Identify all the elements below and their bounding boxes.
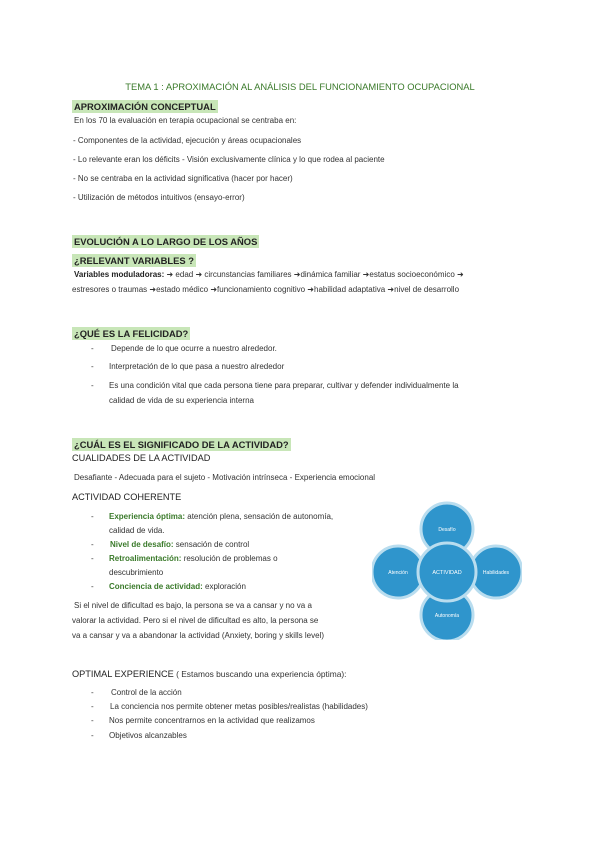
variables-line-1: [74, 270, 464, 280]
dificultad-paragraph-line: Si el nivel de dificultad es bajo, la persona se va a cansar y no va a: [74, 601, 312, 610]
list-dash: -: [91, 362, 94, 371]
coherente-item: Nivel de desafío: sensación de control: [110, 540, 250, 549]
sec1-item: - Utilización de métodos intuitivos (ensayo-error): [73, 193, 245, 202]
dificultad-paragraph-line: valorar la actividad. Pero si el nivel de dificultad es alto, la persona se: [72, 616, 319, 625]
felicidad-item-cont: calidad de vida de su experiencia interna: [109, 396, 254, 405]
diagram-label-center: ACTIVIDAD: [432, 570, 462, 576]
variables-label: Variables moduladoras:: [74, 270, 165, 279]
list-dash: -: [91, 512, 94, 521]
diagram-label-left: Atención: [388, 570, 408, 576]
felicidad-item: Es una condición vital que cada persona tiene para preparar, cultivar y defender individualmente la: [109, 381, 459, 390]
optimal-item: Nos permite concentrarnos en la actividad que realizamos: [109, 716, 315, 725]
list-dash: -: [91, 554, 94, 563]
coherente-item: Experiencia óptima: atención plena, sensación de autonomía,: [109, 512, 334, 521]
coherente-item: Retroalimentación: resolución de problemas o: [109, 554, 278, 563]
activity-cycle-diagram: [372, 500, 522, 640]
section-heading-felicidad: ¿QUÉ ES LA FELICIDAD?: [74, 328, 189, 339]
variables-list-1: ➜ edad ➜ circunstancias familiares ➜dinámica familiar ➜estatus socioeconómico ➜: [166, 270, 464, 279]
variables-line-2: estresores o traumas ➜estado médico ➜funcionamiento cognitivo ➜habilidad adaptativa ➜nivel de desarrollo: [72, 285, 460, 294]
section-heading-significado: ¿CUÁL ES EL SIGNIFICADO DE LA ACTIVIDAD?: [74, 439, 289, 450]
list-dash: -: [91, 716, 94, 725]
diagram-label-bottom: Autonomía: [434, 613, 460, 619]
diagram-label-top: Desafío: [438, 527, 456, 533]
optimal-item: La conciencia nos permite obtener metas posibles/realistas (habilidades): [110, 702, 368, 711]
sec1-item: - No se centraba en la actividad significativa (hacer por hacer): [73, 174, 293, 183]
diagram-label-right: Habilidades: [482, 570, 510, 576]
cualidades-text: Desafiante - Adecuada para el sujeto - Motivación intrínseca - Experiencia emocional: [74, 473, 376, 482]
felicidad-item: Interpretación de lo que pasa a nuestro alrededor: [109, 362, 285, 371]
optimal-item: Objetivos alcanzables: [109, 731, 187, 740]
sec1-intro: En los 70 la evaluación en terapia ocupacional se centraba en:: [74, 116, 297, 125]
section-heading-evolucion: EVOLUCIÓN A LO LARGO DE LOS AÑOS: [74, 236, 258, 247]
list-dash: -: [91, 731, 94, 740]
coherente-item-cont: descubrimiento: [109, 568, 164, 577]
optimal-experience-heading: OPTIMAL EXPERIENCE ( Estamos buscando una experiencia óptima):: [72, 669, 347, 679]
sec1-item: - Lo relevante eran los déficits - Visión exclusivamente clínica y lo que rodea al paciente: [73, 155, 385, 164]
coherente-heading: ACTIVIDAD COHERENTE: [72, 492, 182, 502]
coherente-item: Conciencia de actividad: exploración: [109, 582, 246, 591]
document-title: TEMA 1 : APROXIMACIÓN AL ANÁLISIS DEL FUNCIONAMIENTO OCUPACIONAL: [125, 81, 475, 92]
cualidades-heading: CUALIDADES DE LA ACTIVIDAD: [72, 453, 211, 463]
list-dash: -: [91, 702, 94, 711]
list-dash: -: [91, 688, 94, 697]
list-dash: -: [91, 582, 94, 591]
list-dash: -: [91, 381, 94, 390]
section-subheading-variables: ¿RELEVANT VARIABLES ?: [74, 255, 194, 266]
coherente-item-cont: calidad de vida.: [109, 526, 165, 535]
list-dash: -: [91, 344, 94, 353]
felicidad-item: Depende de lo que ocurre a nuestro alrededor.: [111, 344, 277, 353]
dificultad-paragraph-line: va a cansar y va a abandonar la actividad (Anxiety, boring y skills level): [72, 631, 324, 640]
optimal-item: Control de la acción: [111, 688, 182, 697]
sec1-item: - Componentes de la actividad, ejecución y áreas ocupacionales: [73, 136, 302, 145]
list-dash: -: [91, 540, 94, 549]
section-heading-aproximacion: APROXIMACIÓN CONCEPTUAL: [74, 101, 216, 112]
